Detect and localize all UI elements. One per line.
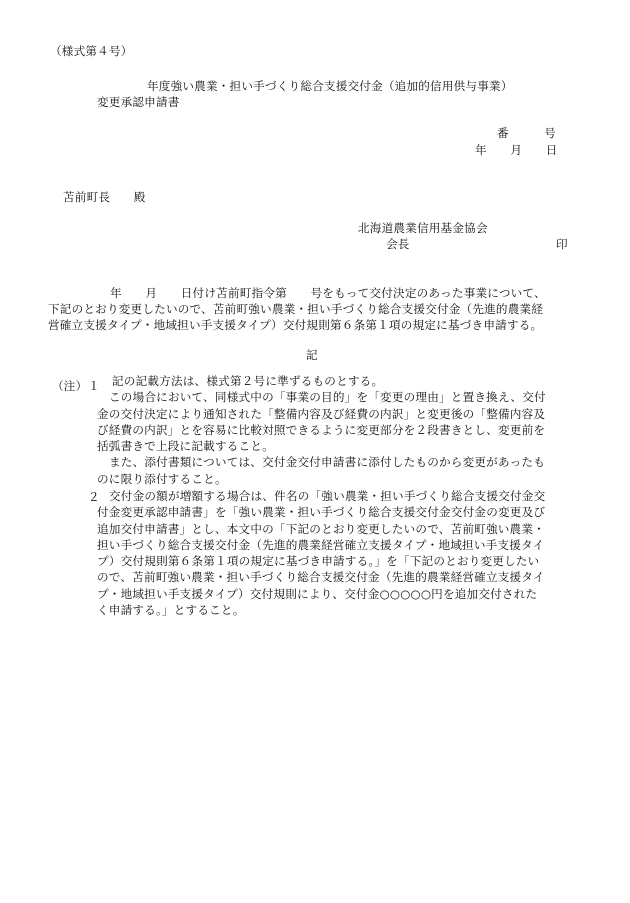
date-line: 年 月 日 bbox=[475, 143, 558, 157]
note-number: １ bbox=[88, 379, 100, 393]
note-number: ２ bbox=[88, 490, 100, 504]
note-line: プ）交付規則第６条第１項の規定に基づき申請する。」を「下記のとおり変更したい bbox=[97, 554, 540, 569]
applicant-organization: 北海道農業信用基金協会 bbox=[358, 221, 488, 235]
document-title-line2: 変更承認申請書 bbox=[97, 95, 180, 109]
body-line: 年 月 日付け苫前町指令第 号をもって交付決定のあった事業について、 bbox=[110, 286, 546, 300]
note-line: また、添付書類については、交付金交付申請書に添付したものから変更があったも bbox=[109, 455, 546, 470]
note-line: 記の記載方法は、様式第２号に準ずるものとする。 bbox=[112, 374, 384, 388]
body-line: 下記のとおり変更したいので、苫前町強い農業・担い手づくり総合支援交付金（先進的農業経 bbox=[48, 302, 544, 316]
note-line: 交付金の額が増額する場合は、件名の「強い農業・担い手づくり総合支援交付金交 bbox=[109, 489, 546, 503]
note-line: 付金変更承認申請書」を「強い農業・担い手づくり総合支援交付金交付金の変更及び bbox=[97, 505, 546, 520]
body-paragraph bbox=[48, 285, 546, 333]
document-number-line: 番 号 bbox=[497, 126, 556, 140]
note-line: 括弧書きで上段に記載すること。 bbox=[97, 439, 274, 454]
note-line: く申請する。」とすること。 bbox=[97, 603, 245, 618]
seal-mark: 印 bbox=[556, 237, 568, 251]
note-line: プ・地域担い手支援タイプ）交付規則により、交付金○○○○○円を追加交付された bbox=[97, 586, 538, 601]
note-line: ので、苫前町強い農業・担い手づくり総合支援交付金（先進的農業経営確立支援タイ bbox=[97, 570, 545, 585]
ki-heading: 記 bbox=[306, 348, 318, 362]
addressee: 苫前町長 殿 bbox=[63, 190, 146, 204]
note-line: 追加交付申請書」とし、本文中の「下記のとおり変更したいので、苫前町強い農業・ bbox=[97, 521, 545, 536]
notes-label: （注） bbox=[52, 379, 88, 393]
document-title-line1: 年度強い農業・担い手づくり総合支援交付金（追加的信用供与事業） bbox=[147, 79, 513, 93]
note-line: び経費の内訳」とを容易に比較対照できるように変更部分を２段書きとし、変更前を bbox=[97, 422, 546, 437]
note-line: 担い手づくり総合支援交付金（先進的農業経営確立支援タイプ・地域担い手支援タイ bbox=[97, 537, 545, 552]
body-line: 営確立支援タイプ・地域担い手支援タイプ）交付規則第６条第１項の規定に基づき申請する。 bbox=[48, 318, 543, 332]
form-number: （様式第４号） bbox=[50, 44, 133, 58]
note-line: 金の交付決定により通知された「整備内容及び経費の内訳」と変更後の「整備内容及 bbox=[97, 406, 546, 421]
note-line: この場合において、同様式中の「事業の目的」を「変更の理由」と置き換え、交付 bbox=[109, 390, 546, 405]
note-line: のに限り添付すること。 bbox=[97, 471, 227, 486]
applicant-title: 会長 bbox=[386, 237, 410, 251]
